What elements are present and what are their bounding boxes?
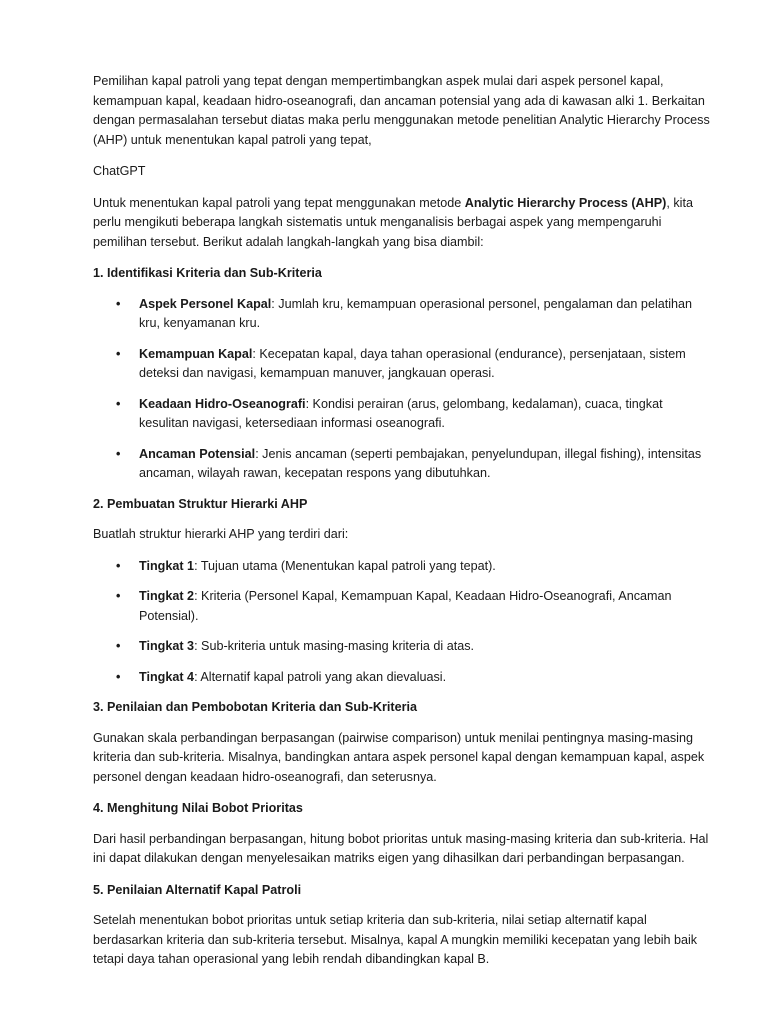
item-term: Kemampuan Kapal xyxy=(139,346,253,361)
item-desc: : Kriteria (Personel Kapal, Kemampuan Kapal, Keadaan Hidro-Oseanografi, Ancaman Potensial). xyxy=(139,589,672,623)
item-desc: : Jumlah kru, kemampuan operasional personel, pengalaman dan pelatihan kru, kenyamanan kru. xyxy=(139,296,693,330)
item-desc: : Kondisi perairan (arus, gelombang, kedalaman), cuaca, tingkat kesulitan navigasi, ketersediaan informasi oseanografi. xyxy=(139,396,663,430)
section-5-text: Setelah menentukan bobot prioritas untuk setiap kriteria dan sub-kriteria, nilai setiap alternatif kapal berdasarkan kriteria dan sub-kriteria tersebut. Misalnya, kapal A mungkin memiliki kecepatan yang lebih baik tetapi daya tahan operasional yang lebih rendah dibandingkan kapal B. xyxy=(93,913,698,966)
answer-bold: Analytic Hierarchy Process (AHP) xyxy=(464,195,667,210)
item-desc: : Tujuan utama (Menentukan kapal patroli yang tepat). xyxy=(194,558,496,573)
item-desc: : Sub-kriteria untuk masing-masing kriteria di atas. xyxy=(194,639,475,653)
hierarchy-list xyxy=(93,557,712,688)
section-5-heading: 5. Penilaian Alternatif Kapal Patroli xyxy=(93,882,302,897)
list-item xyxy=(139,668,712,688)
item-term: Aspek Personel Kapal xyxy=(139,296,272,311)
section-3-heading: 3. Penilaian dan Pembobotan Kriteria dan Sub-Kriteria xyxy=(93,700,418,714)
section-4-heading: 4. Menghitung Nilai Bobot Prioritas xyxy=(93,801,303,815)
list-item xyxy=(139,637,712,657)
answer-post: , kita perlu mengikuti beberapa langkah sistematis untuk menganalisis berbagai aspek yang mempengaruhi pemilihan tersebut. Berikut adalah langkah-langkah yang bisa diambil: xyxy=(93,195,693,249)
section-3-text: Gunakan skala perbandingan berpasangan (pairwise comparison) untuk menilai pentingnya masing-masing kriteria dan sub-kriteria. Misalnya, bandingkan antara aspek personel kapal dengan kemampuan kapal, aspek personel dengan keadaan hidro-oseanografi, dan seterusnya. xyxy=(93,730,705,784)
section-2-lead: Buatlah struktur hierarki AHP yang terdiri dari: xyxy=(93,527,349,541)
item-desc: : Jenis ancaman (seperti pembajakan, penyelundupan, illegal fishing), intensitas ancaman, wilayah rawan, kecepatan respons yang dibutuhkan. xyxy=(139,446,702,480)
item-term: Tingkat 3 xyxy=(139,639,195,653)
item-term: Tingkat 2 xyxy=(139,589,195,603)
criteria-list xyxy=(93,295,712,484)
section-2-heading: 2. Pembuatan Struktur Hierarki AHP xyxy=(93,496,308,511)
section-4-text: Dari hasil perbandingan berpasangan, hitung bobot prioritas untuk masing-masing kriteria dan sub-kriteria. Hal ini dapat dilakukan dengan menyelesaikan matriks eigen yang dihasilkan dari perbandingan berpasangan. xyxy=(93,831,709,865)
answer-pre: Untuk menentukan kapal patroli yang tepat menggunakan metode xyxy=(93,195,465,210)
item-desc: : Kecepatan kapal, daya tahan operasional (endurance), persenjataan, sistem deteksi dan navigasi, kemampuan manuver, jangkauan operasi. xyxy=(139,346,686,380)
speaker-label: ChatGPT xyxy=(93,164,146,178)
item-term: Keadaan Hidro-Oseanografi xyxy=(139,396,306,411)
item-term: Tingkat 4 xyxy=(139,669,195,684)
intro-paragraph: Pemilihan kapal patroli yang tepat dengan mempertimbangkan aspek mulai dari aspek personel kapal, kemampuan kapal, keadaan hidro-oseanografi, dan ancaman potensial yang ada di kawasan alki 1. Berkaitan dengan permasalahan tersebut diatas maka perlu menggunakan metode penelitian Analytic Hierarchy Process (AHP) untuk menentukan kapal patroli yang tepat, xyxy=(93,74,710,147)
list-item xyxy=(139,445,712,484)
item-term: Tingkat 1 xyxy=(139,558,195,573)
answer-paragraph xyxy=(93,194,712,253)
list-item xyxy=(139,557,712,577)
item-term: Ancaman Potensial xyxy=(139,446,256,461)
list-item xyxy=(139,345,712,384)
section-1-heading: 1. Identifikasi Kriteria dan Sub-Kriteria xyxy=(93,266,322,280)
list-item xyxy=(139,395,712,434)
item-desc: : Alternatif kapal patroli yang akan dievaluasi. xyxy=(194,669,447,684)
list-item xyxy=(139,295,712,334)
list-item xyxy=(139,587,712,626)
